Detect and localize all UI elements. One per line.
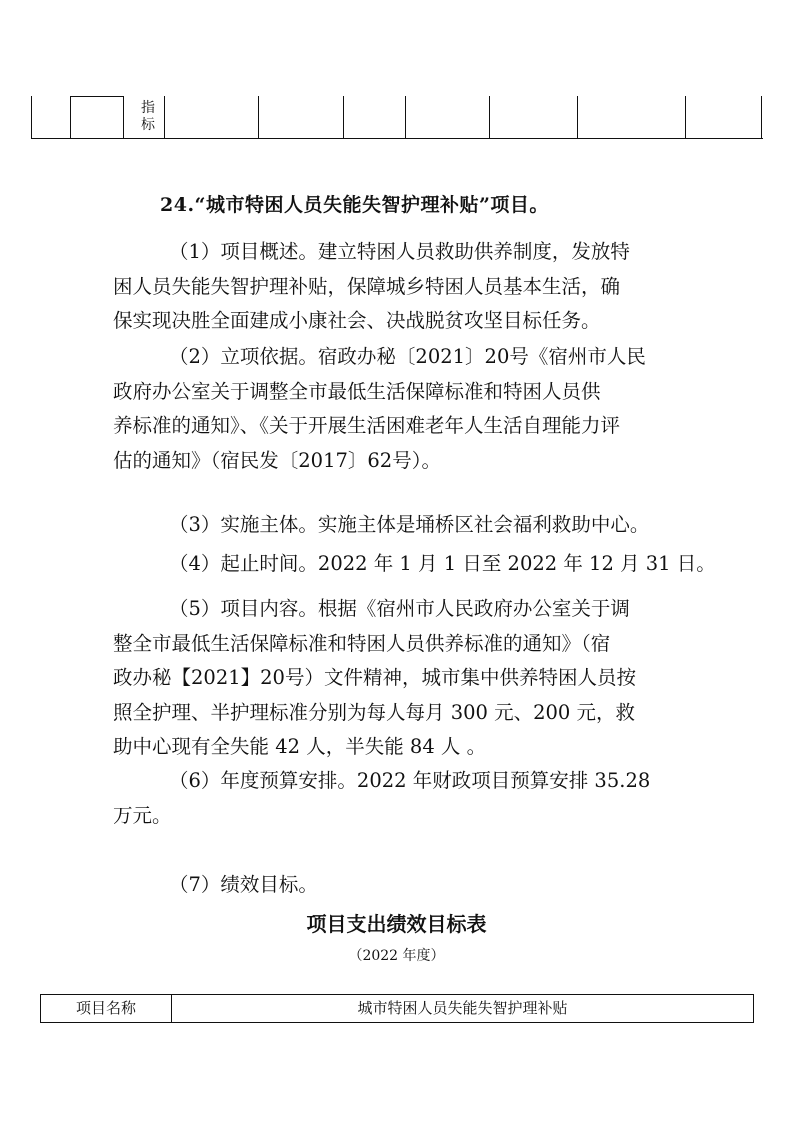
text-line: 困人员失能失智护理补贴，保障城乡特困人员基本生活，确 — [113, 274, 621, 298]
text-line: 万元。 — [113, 803, 172, 827]
text-line: （1）项目概述。建立特困人员救助供养制度，发放特 — [169, 240, 630, 263]
table-cell-text: 指 — [141, 100, 155, 116]
text-line: 政办秘【2021】20号）文件精神，城市集中供养特困人员按 — [113, 666, 636, 689]
table-title: 项目支出绩效目标表 — [306, 912, 487, 936]
paragraph-overview — [113, 235, 673, 339]
text-line: 政府办公室关于调整全市最低生活保障标准和特困人员供 — [113, 379, 601, 403]
table-year: （2022 年度） — [348, 948, 445, 964]
text-line: （5）项目内容。根据《宿州市人民政府办公室关于调 — [169, 597, 630, 620]
paragraph-basis — [113, 340, 673, 478]
text-line: 照全护理、半护理标准分别为每人每月 300 元、200 元，救 — [113, 700, 636, 724]
text-line: （4）起止时间。2022 年 1 月 1 日至 2022 年 12 月 31 日。 — [169, 552, 716, 575]
project-name-table — [40, 994, 754, 1023]
paragraph-subject — [113, 508, 673, 543]
table-border — [258, 96, 259, 139]
table-border — [489, 96, 490, 139]
table-border — [31, 96, 32, 139]
table-border — [31, 138, 763, 139]
table-border — [405, 96, 406, 139]
table-border — [685, 96, 686, 139]
text-line: （6）年度预算安排。2022 年财政项目预算安排 35.28 — [169, 769, 651, 792]
paragraph-period — [113, 547, 716, 582]
project-name-value: 城市特困人员失能失智护理补贴 — [357, 999, 568, 1017]
text-line: 整全市最低生活保障标准和特困人员供养标准的通知》（宿 — [113, 631, 611, 655]
table-cell-indicator — [136, 100, 160, 134]
text-line: （2）立项依据。宿政办秘〔2021〕20号《宿州市人民 — [169, 345, 646, 368]
project-name-label: 项目名称 — [41, 995, 172, 1022]
table-border — [123, 96, 124, 139]
paragraph-budget — [113, 764, 673, 833]
text-line: 保实现决胜全面建成小康社会、决战脱贫攻坚目标任务。 — [113, 309, 601, 332]
section-heading: 24.“城市特困人员失能失智护理补贴”项目。 — [160, 194, 549, 216]
table-border — [577, 96, 578, 139]
table-cell-text: 标 — [141, 117, 155, 133]
paragraph-content — [113, 592, 673, 765]
table-border — [343, 96, 344, 139]
continued-table-fragment — [31, 96, 763, 139]
table-border — [164, 96, 165, 139]
text-line: （3）实施主体。实施主体是埇桥区社会福利救助中心。 — [169, 513, 650, 536]
text-line: 养标准的通知》、《关于开展生活困难老年人生活自理能力评 — [113, 414, 621, 437]
table-border — [70, 96, 71, 139]
table-border — [761, 96, 762, 139]
text-line: （7）绩效目标。 — [169, 873, 318, 896]
table-border — [70, 96, 123, 97]
text-line: 助中心现有全失能 42 人，半失能 84 人 。 — [113, 735, 487, 758]
paragraph-performance — [113, 868, 673, 903]
text-line: 估的通知》（宿民发〔2017〕62号）。 — [113, 448, 441, 472]
